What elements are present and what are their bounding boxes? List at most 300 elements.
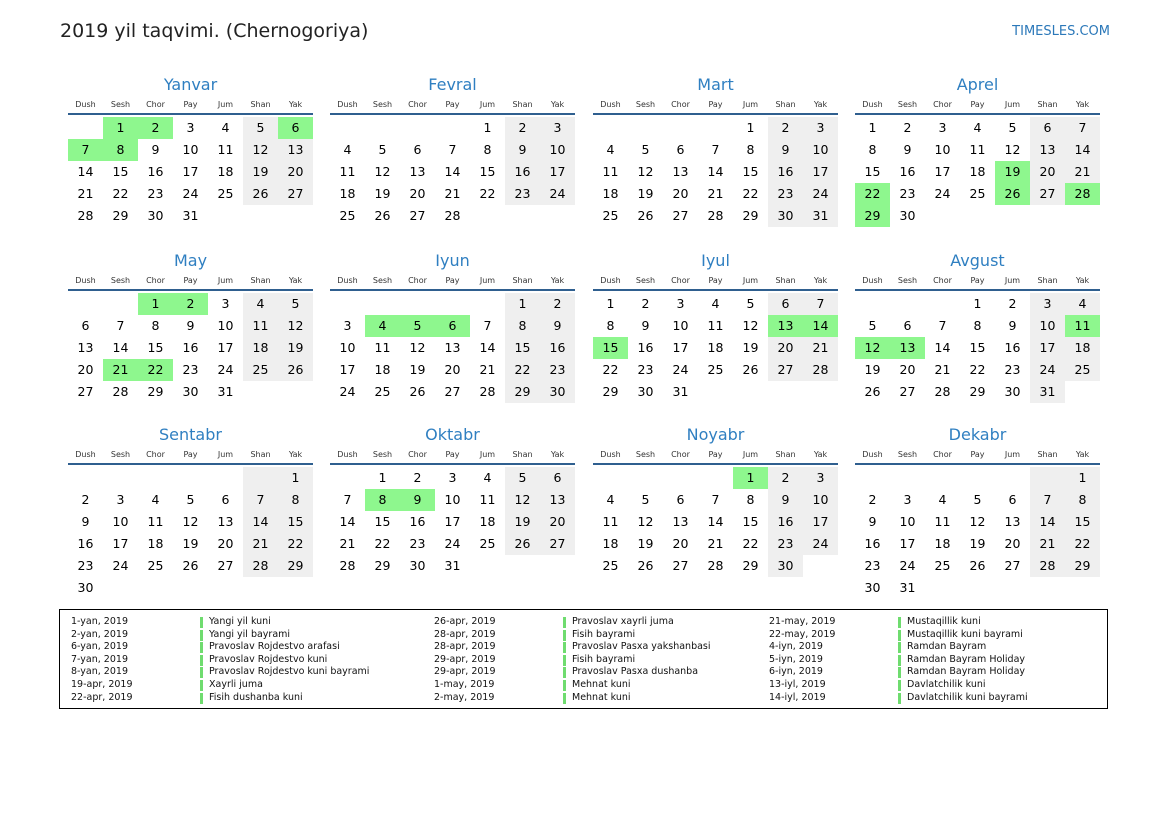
day-cell: 3 [903, 492, 912, 507]
month-iyul [593, 250, 838, 403]
month-name: Dekabr [948, 425, 1007, 444]
day-cell: 14 [707, 514, 724, 529]
empty-cell [698, 381, 733, 403]
empty-cell [330, 467, 365, 489]
day-cell: 15 [112, 164, 129, 179]
weekday-label: Chor [671, 100, 690, 109]
day-cell: 3 [116, 492, 125, 507]
day-cell: 17 [217, 340, 234, 355]
empty-cell [365, 293, 400, 315]
day-cell: 5 [746, 296, 755, 311]
day-cell: 4 [938, 492, 947, 507]
holiday-name: Ramdan Bayram Holiday [907, 653, 1026, 665]
day-cell: 6 [81, 318, 90, 333]
day-cell: 23 [147, 186, 164, 201]
holiday-date: 21-may, 2019 [769, 616, 836, 627]
day-cell: 1 [746, 120, 755, 135]
holiday-name: Davlatchilik kuni [907, 678, 986, 690]
weekday-label: Chor [671, 450, 690, 459]
holiday-name: Xayrli juma [209, 678, 263, 690]
weekday-label: Sesh [897, 100, 918, 109]
holiday-marker [898, 655, 901, 666]
weekday-label: Shan [512, 276, 533, 285]
day-cell: 20 [444, 362, 461, 377]
weekday-label: Pay [708, 100, 723, 109]
month-name: Iyul [701, 251, 730, 270]
day-cell: 9 [868, 514, 877, 529]
day-cell: 21 [479, 362, 496, 377]
holiday-name: Ramdan Bayram [907, 641, 987, 653]
day-cell: 16 [1004, 340, 1021, 355]
day-grid [855, 117, 1100, 227]
day-cell: 20 [1004, 536, 1021, 551]
weekday-label: Pay [970, 276, 985, 285]
day-cell: 29 [147, 384, 164, 399]
day-cell: 9 [768, 489, 803, 511]
weekday-header [330, 274, 575, 288]
day-cell: 24 [182, 186, 199, 201]
month-oktabr [330, 424, 575, 577]
day-cell: 23 [864, 558, 881, 573]
day-cell: 10 [540, 139, 575, 161]
day-cell: 28 [707, 558, 724, 573]
weekday-label: Dush [75, 100, 96, 109]
legend-column [769, 616, 1028, 704]
empty-cell [925, 577, 960, 599]
day-cell: 16 [505, 161, 540, 183]
month-name: May [173, 251, 208, 270]
day-cell: 14 [243, 511, 278, 533]
day-cell: 6 [435, 315, 470, 337]
empty-cell [505, 205, 540, 227]
day-cell: 16 [147, 164, 164, 179]
day-cell: 1 [733, 467, 768, 489]
empty-cell [698, 117, 733, 139]
empty-cell [890, 293, 925, 315]
weekday-label: Pay [970, 100, 985, 109]
day-cell: 13 [768, 315, 803, 337]
day-cell: 1 [103, 117, 138, 139]
day-cell: 4 [151, 492, 160, 507]
day-cell: 18 [147, 536, 164, 551]
day-cell: 24 [540, 183, 575, 205]
holiday-name: Pravoslav Rojdestvo arafasi [209, 641, 340, 653]
day-cell: 10 [803, 489, 838, 511]
weekday-label: Pay [445, 450, 460, 459]
day-cell: 19 [278, 337, 313, 359]
day-cell: 30 [899, 208, 916, 223]
day-cell: 12 [637, 164, 654, 179]
day-cell: 7 [711, 492, 720, 507]
day-cell: 11 [602, 164, 619, 179]
empty-cell [505, 555, 540, 577]
day-cell: 24 [1030, 359, 1065, 381]
legend-row [769, 654, 1028, 667]
empty-cell [470, 293, 505, 315]
day-cell: 26 [505, 533, 540, 555]
day-cell: 14 [934, 340, 951, 355]
day-cell: 8 [746, 142, 755, 157]
day-cell: 3 [1030, 293, 1065, 315]
day-grid [330, 117, 575, 227]
day-cell: 3 [343, 318, 352, 333]
day-cell: 2 [641, 296, 650, 311]
holiday-name: Yangi yil kuni [209, 616, 271, 627]
day-cell: 27 [217, 558, 234, 573]
day-cell: 11 [707, 318, 724, 333]
day-cell: 17 [899, 536, 916, 551]
holiday-date: 29-apr, 2019 [434, 653, 496, 665]
day-cell: 22 [374, 536, 391, 551]
day-cell: 10 [1030, 315, 1065, 337]
empty-cell [628, 117, 663, 139]
day-cell: 8 [1065, 489, 1100, 511]
holiday-date: 2-yan, 2019 [71, 628, 128, 640]
day-cell: 16 [899, 164, 916, 179]
day-cell: 27 [672, 208, 689, 223]
day-cell: 1 [973, 296, 982, 311]
day-cell: 28 [707, 208, 724, 223]
day-cell: 27 [899, 384, 916, 399]
weekday-label: Shan [512, 450, 533, 459]
empty-cell [1030, 577, 1065, 599]
day-cell: 5 [400, 315, 435, 337]
day-cell: 14 [803, 315, 838, 337]
holiday-marker [200, 630, 203, 641]
month-aprel [855, 74, 1100, 227]
day-cell: 28 [444, 208, 461, 223]
day-cell: 16 [540, 337, 575, 359]
day-cell: 30 [77, 580, 94, 595]
day-cell: 27 [540, 533, 575, 555]
day-cell: 18 [374, 362, 391, 377]
weekday-label: Chor [671, 276, 690, 285]
weekday-label: Sesh [372, 100, 393, 109]
weekday-label: Pay [445, 276, 460, 285]
day-cell: 3 [676, 296, 685, 311]
weekday-label: Chor [408, 450, 427, 459]
day-cell: 19 [182, 536, 199, 551]
holiday-marker [563, 630, 566, 641]
site-link[interactable]: TIMESLES.COM [1012, 24, 1110, 39]
empty-cell [995, 205, 1030, 227]
day-cell: 3 [803, 467, 838, 489]
day-cell: 22 [112, 186, 129, 201]
day-cell: 6 [676, 492, 685, 507]
day-cell: 5 [186, 492, 195, 507]
day-cell: 13 [890, 337, 925, 359]
empty-cell [470, 205, 505, 227]
day-cell: 30 [768, 555, 803, 577]
day-cell: 17 [182, 164, 199, 179]
weekday-label: Sesh [635, 276, 656, 285]
weekday-label: Pay [708, 450, 723, 459]
holiday-marker [898, 630, 901, 641]
day-cell: 21 [707, 536, 724, 551]
day-cell: 16 [864, 536, 881, 551]
header-divider [68, 463, 313, 465]
legend-row [434, 679, 711, 692]
holiday-marker [898, 642, 901, 653]
day-cell: 28 [934, 384, 951, 399]
day-cell: 3 [803, 117, 838, 139]
day-cell: 9 [1008, 318, 1017, 333]
day-cell: 8 [365, 489, 400, 511]
day-cell: 18 [479, 514, 496, 529]
day-cell: 9 [540, 315, 575, 337]
holiday-date: 8-yan, 2019 [71, 666, 128, 678]
weekday-label: Yak [550, 450, 565, 459]
day-cell: 3 [938, 120, 947, 135]
day-cell: 28 [479, 384, 496, 399]
day-cell: 14 [1065, 139, 1100, 161]
day-cell: 21 [934, 362, 951, 377]
weekday-label: Jum [1004, 450, 1021, 459]
day-cell: 25 [147, 558, 164, 573]
day-cell: 14 [479, 340, 496, 355]
day-cell: 22 [969, 362, 986, 377]
day-cell: 26 [409, 384, 426, 399]
empty-cell [435, 117, 470, 139]
day-cell: 18 [1065, 337, 1100, 359]
empty-cell [103, 577, 138, 599]
legend-row [71, 679, 369, 692]
weekday-label: Chor [933, 100, 952, 109]
holiday-date: 19-apr, 2019 [71, 678, 133, 690]
weekday-label: Shan [250, 450, 271, 459]
weekday-label: Yak [813, 450, 828, 459]
empty-cell [663, 467, 698, 489]
legend-row [434, 641, 711, 654]
day-cell: 31 [899, 580, 916, 595]
day-cell: 13 [278, 139, 313, 161]
month-name: Mart [697, 75, 734, 94]
day-grid [855, 293, 1100, 403]
day-cell: 5 [641, 492, 650, 507]
weekday-label: Sesh [110, 100, 131, 109]
day-cell: 30 [409, 558, 426, 573]
day-cell: 28 [1030, 555, 1065, 577]
day-cell: 10 [217, 318, 234, 333]
day-cell: 11 [602, 514, 619, 529]
legend-row [434, 654, 711, 667]
weekday-label: Dush [337, 100, 358, 109]
empty-cell [768, 381, 803, 403]
day-cell: 3 [221, 296, 230, 311]
weekday-label: Jum [742, 450, 759, 459]
day-cell: 15 [278, 511, 313, 533]
empty-cell [663, 117, 698, 139]
empty-cell [593, 467, 628, 489]
day-cell: 17 [934, 164, 951, 179]
holiday-name: Mehnat kuni [572, 691, 631, 703]
day-cell: 17 [1030, 337, 1065, 359]
empty-cell [593, 117, 628, 139]
day-cell: 12 [637, 514, 654, 529]
holiday-marker [563, 693, 566, 704]
day-cell: 19 [409, 362, 426, 377]
day-cell: 23 [505, 183, 540, 205]
day-cell: 21 [1065, 161, 1100, 183]
day-cell: 25 [707, 362, 724, 377]
day-cell: 27 [768, 359, 803, 381]
legend-row [769, 692, 1028, 705]
day-cell: 13 [672, 514, 689, 529]
day-grid [68, 293, 313, 403]
day-grid [593, 467, 838, 577]
empty-cell [243, 577, 278, 599]
weekday-header [855, 274, 1100, 288]
empty-cell [540, 205, 575, 227]
empty-cell [103, 293, 138, 315]
holiday-name: Pravoslav Rojdestvo kuni [209, 653, 328, 665]
day-cell: 22 [278, 533, 313, 555]
day-cell: 17 [112, 536, 129, 551]
legend-row [769, 679, 1028, 692]
day-cell: 27 [77, 384, 94, 399]
day-cell: 28 [112, 384, 129, 399]
weekday-label: Dush [600, 100, 621, 109]
day-cell: 2 [768, 467, 803, 489]
day-cell: 22 [479, 186, 496, 201]
day-grid [855, 467, 1100, 599]
weekday-label: Chor [408, 100, 427, 109]
day-cell: 28 [1065, 183, 1100, 205]
day-cell: 11 [217, 142, 234, 157]
holiday-marker [200, 655, 203, 666]
day-cell: 31 [444, 558, 461, 573]
day-cell: 13 [409, 164, 426, 179]
holiday-marker [898, 693, 901, 704]
weekday-label: Jum [479, 276, 496, 285]
day-cell: 17 [540, 161, 575, 183]
holiday-name: Yangi yil bayrami [209, 628, 291, 640]
day-cell: 20 [217, 536, 234, 551]
day-cell: 15 [147, 340, 164, 355]
day-cell: 22 [602, 362, 619, 377]
day-cell: 5 [378, 142, 387, 157]
day-cell: 25 [339, 208, 356, 223]
empty-cell [138, 577, 173, 599]
weekday-label: Yak [813, 276, 828, 285]
day-cell: 4 [243, 293, 278, 315]
empty-cell [243, 381, 278, 403]
holiday-name: Pravoslav Rojdestvo kuni bayrami [209, 666, 370, 678]
empty-cell [995, 467, 1030, 489]
day-cell: 30 [540, 381, 575, 403]
empty-cell [365, 117, 400, 139]
day-cell: 24 [672, 362, 689, 377]
weekday-label: Sesh [635, 450, 656, 459]
day-cell: 31 [672, 384, 689, 399]
day-cell: 12 [182, 514, 199, 529]
weekday-label: Sesh [372, 276, 393, 285]
day-cell: 10 [339, 340, 356, 355]
legend-row [434, 629, 711, 642]
day-cell: 29 [112, 208, 129, 223]
header-divider [855, 289, 1100, 291]
holiday-marker [563, 655, 566, 666]
day-cell: 19 [637, 536, 654, 551]
day-cell: 11 [969, 142, 986, 157]
day-cell: 18 [707, 340, 724, 355]
holiday-marker [898, 667, 901, 678]
weekday-label: Shan [1037, 276, 1058, 285]
month-iyun [330, 250, 575, 403]
day-cell: 22 [505, 359, 540, 381]
day-cell: 11 [1065, 315, 1100, 337]
day-cell: 7 [803, 293, 838, 315]
weekday-label: Dush [862, 276, 883, 285]
day-cell: 19 [995, 161, 1030, 183]
legend-row [71, 616, 369, 629]
month-name: Avgust [950, 251, 1005, 270]
day-cell: 3 [448, 470, 457, 485]
holiday-date: 6-yan, 2019 [71, 641, 128, 653]
holiday-marker [563, 680, 566, 691]
day-cell: 14 [707, 164, 724, 179]
month-dekabr [855, 424, 1100, 599]
day-cell: 15 [1065, 511, 1100, 533]
day-grid [330, 467, 575, 577]
day-cell: 17 [339, 362, 356, 377]
day-cell: 21 [1030, 533, 1065, 555]
day-cell: 27 [409, 208, 426, 223]
day-cell: 21 [103, 359, 138, 381]
day-cell: 1 [1065, 467, 1100, 489]
day-cell: 11 [374, 340, 391, 355]
day-cell: 28 [243, 555, 278, 577]
day-cell: 16 [182, 340, 199, 355]
day-cell: 14 [444, 164, 461, 179]
day-cell: 22 [742, 536, 759, 551]
holiday-name: Fisih dushanba kuni [209, 691, 303, 703]
day-cell: 20 [768, 337, 803, 359]
day-cell: 12 [374, 164, 391, 179]
weekday-label: Pay [183, 100, 198, 109]
holiday-date: 14-iyl, 2019 [769, 691, 826, 703]
day-cell: 5 [505, 467, 540, 489]
day-cell: 29 [969, 384, 986, 399]
day-cell: 9 [903, 142, 912, 157]
weekday-header [855, 448, 1100, 462]
day-cell: 2 [413, 470, 422, 485]
holiday-name: Fisih bayrami [572, 628, 636, 640]
holiday-legend [59, 609, 1108, 709]
empty-cell [243, 467, 278, 489]
header-divider [330, 289, 575, 291]
day-cell: 8 [746, 492, 755, 507]
day-cell: 17 [444, 514, 461, 529]
empty-cell [470, 555, 505, 577]
weekday-header [855, 98, 1100, 112]
weekday-label: Shan [250, 276, 271, 285]
holiday-name: Fisih bayrami [572, 653, 636, 665]
weekday-label: Sesh [110, 450, 131, 459]
day-cell: 2 [505, 117, 540, 139]
weekday-label: Jum [1004, 100, 1021, 109]
weekday-label: Sesh [110, 276, 131, 285]
day-cell: 9 [81, 514, 90, 529]
day-cell: 11 [243, 315, 278, 337]
empty-cell [278, 577, 313, 599]
weekday-header [593, 448, 838, 462]
day-cell: 29 [742, 558, 759, 573]
holiday-marker [200, 642, 203, 653]
holiday-date: 4-iyn, 2019 [769, 641, 823, 653]
day-cell: 18 [602, 536, 619, 551]
empty-cell [103, 467, 138, 489]
